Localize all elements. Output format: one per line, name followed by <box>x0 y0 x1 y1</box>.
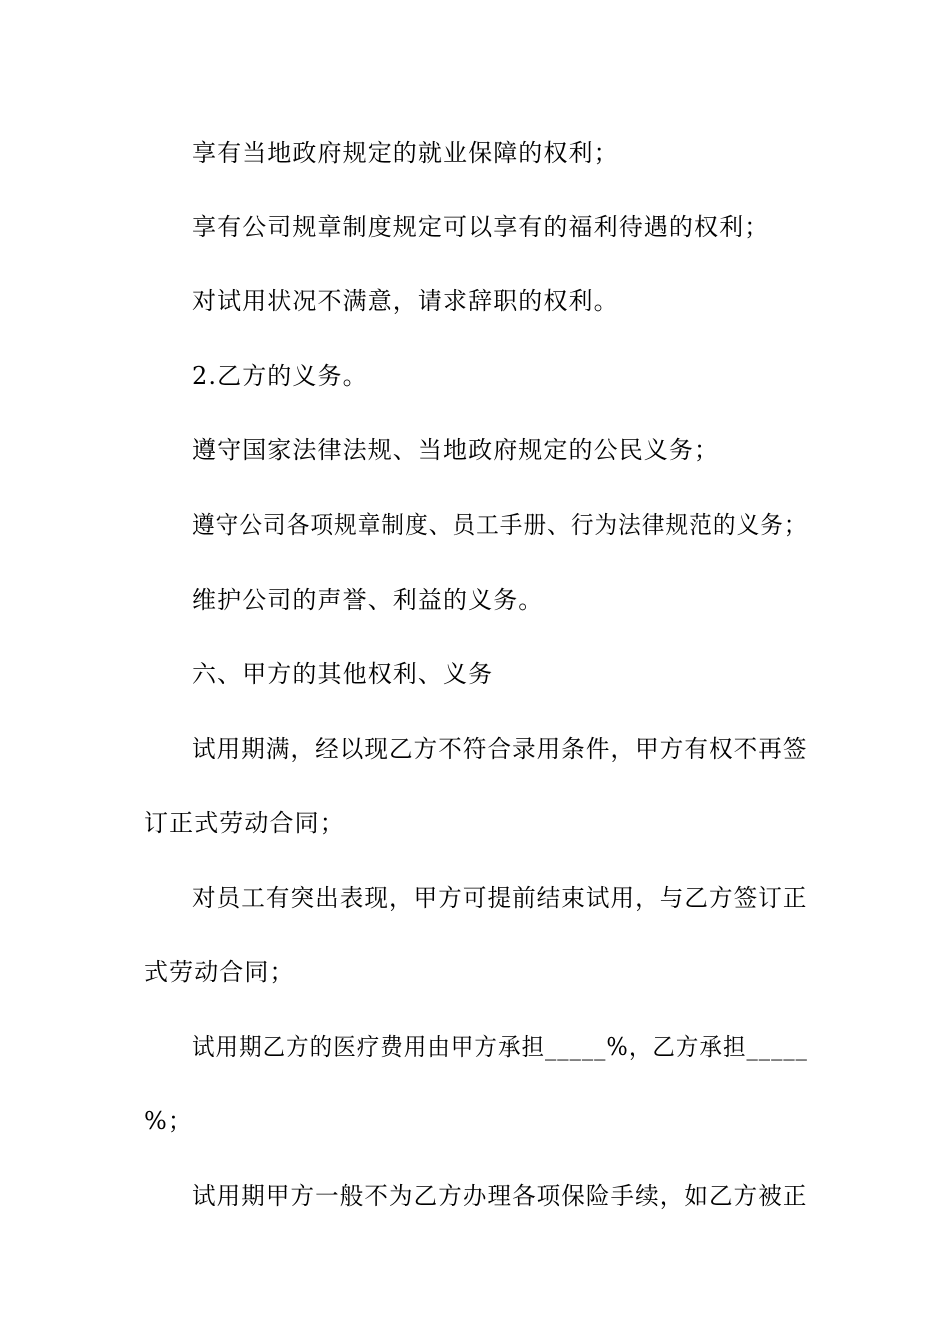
text-line: 对试用状况不满意，请求辞职的权利。 <box>192 287 619 315</box>
text-line: 试用期满，经以现乙方不符合录用条件，甲方有权不再签 <box>192 735 808 763</box>
text-line: 订正式劳动合同； <box>144 809 345 837</box>
section-heading: 2.乙方的义务。 <box>192 362 368 390</box>
text-line: 遵守国家法律法规、当地政府规定的公民义务； <box>192 436 720 464</box>
text-line: 维护公司的声誉、利益的义务。 <box>192 586 544 614</box>
text-line: 遵守公司各项规章制度、员工手册、行为法律规范的义务； <box>192 511 808 539</box>
text-line: 对员工有突出表现，甲方可提前结束试用，与乙方签订正 <box>192 884 808 912</box>
text-line: 享有当地政府规定的就业保障的权利； <box>192 139 619 167</box>
section-heading: 六、甲方的其他权利、义务 <box>192 660 494 688</box>
text-line: 试用期甲方一般不为乙方办理各项保险手续，如乙方被正 <box>192 1182 808 1210</box>
text-line: 试用期乙方的医疗费用由甲方承担_____%，乙方承担_____ <box>192 1033 808 1061</box>
text-line: 享有公司规章制度规定可以享有的福利待遇的权利； <box>192 213 770 241</box>
text-line: 式劳动合同； <box>144 958 295 986</box>
text-line: %； <box>144 1107 194 1135</box>
